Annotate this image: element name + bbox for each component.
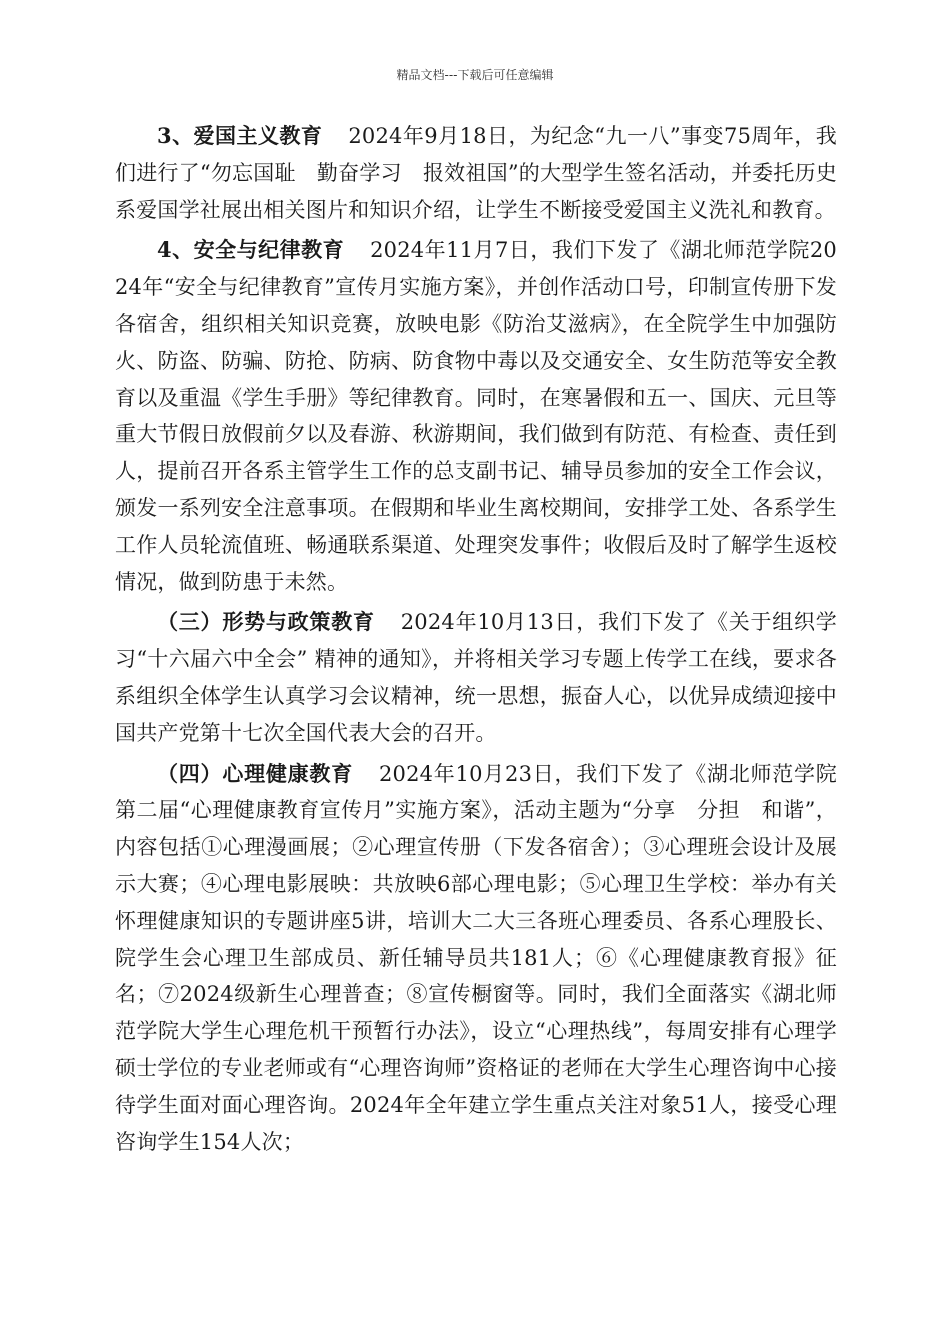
paragraph-mental-health	[115, 756, 837, 1161]
section-heading: （四）心理健康教育	[157, 760, 353, 786]
paragraph-situation-policy	[115, 604, 837, 751]
section-heading: 4、安全与纪律教育	[157, 237, 345, 263]
paragraph-patriotic-education	[115, 118, 837, 228]
section-heading: 3、爱国主义教育	[157, 123, 323, 148]
paragraph-text: 2024年9月18日，为纪念“九一八”事变75周年，我们进行了“勿忘国耻 勤奋学习 报效祖国”的大型学生签名活动，并委托历史系爱国学社展出相关图片和知识介绍，让学生不断接受爱国主义洗礼和教育。	[115, 124, 837, 222]
paragraph-text: 2024年10月23日，我们下发了《湖北师范学院第二届“心理健康教育宣传月”实施方案》，活动主题为“分享 分担 和谐”，内容包括①心理漫画展；②心理宣传册（下发各宿舍）；③心理班会设计及展示大赛；④心理电影展映：共放映6部心理电影；⑤心理卫生学校：举办有关怀理健康知识的专题讲座5讲，培训大二大三各班心理委员、各系心理股长、院学生会心理卫生部成员、新任辅导员共181人；⑥《心理健康教育报》征名；⑦2024级新生心理普查；⑧宣传橱窗等。同时，我们全面落实《湖北师范学院大学生心理危机干预暂行办法》，设立“心理热线”，每周安排有心理学硕士学位的专业老师或有“心理咨询师”资格证的老师在大学生心理咨询中心接待学生面对面心理咨询。2024年全年建立学生重点关注对象51人，接受心理咨询学生154人次；	[115, 761, 837, 1154]
paragraph-text: 2024年10月13日，我们下发了《关于组织学习“十六届六中全会” 精神的通知》，并将相关学习专题上传学工在线，要求各系组织全体学生认真学习会议精神，统一思想，振奋人心，以优异成绩迎接中国共产党第十七次全国代表大会的召开。	[115, 610, 837, 745]
paragraph-text: 2024年11月7日，我们下发了《湖北师范学院2024年“安全与纪律教育”宣传月实施方案》，并创作活动口号，印制宣传册下发各宿舍，组织相关知识竞赛，放映电影《防治艾滋病》，在全院学生中加强防火、防盗、防骗、防抢、防病、防食物中毒以及交通安全、女生防范等安全教育以及重温《学生手册》等纪律教育。同时，在寒暑假和五一、国庆、元旦等重大节假日放假前夕以及春游、秋游期间，我们做到有防范、有检查、责任到人，提前召开各系主管学生工作的总支副书记、辅导员参加的安全工作会议，颁发一系列安全注意事项。在假期和毕业生离校期间，安排学工处、各系学生工作人员轮流值班、畅通联系渠道、处理突发事件；收假后及时了解学生返校情况，做到防患于未然。	[115, 238, 837, 594]
section-heading: （三）形势与政策教育	[157, 609, 375, 635]
page-header: 精品文档---下载后可任意编辑	[396, 68, 554, 82]
document-body	[115, 118, 837, 1164]
paragraph-safety-discipline	[115, 232, 837, 600]
